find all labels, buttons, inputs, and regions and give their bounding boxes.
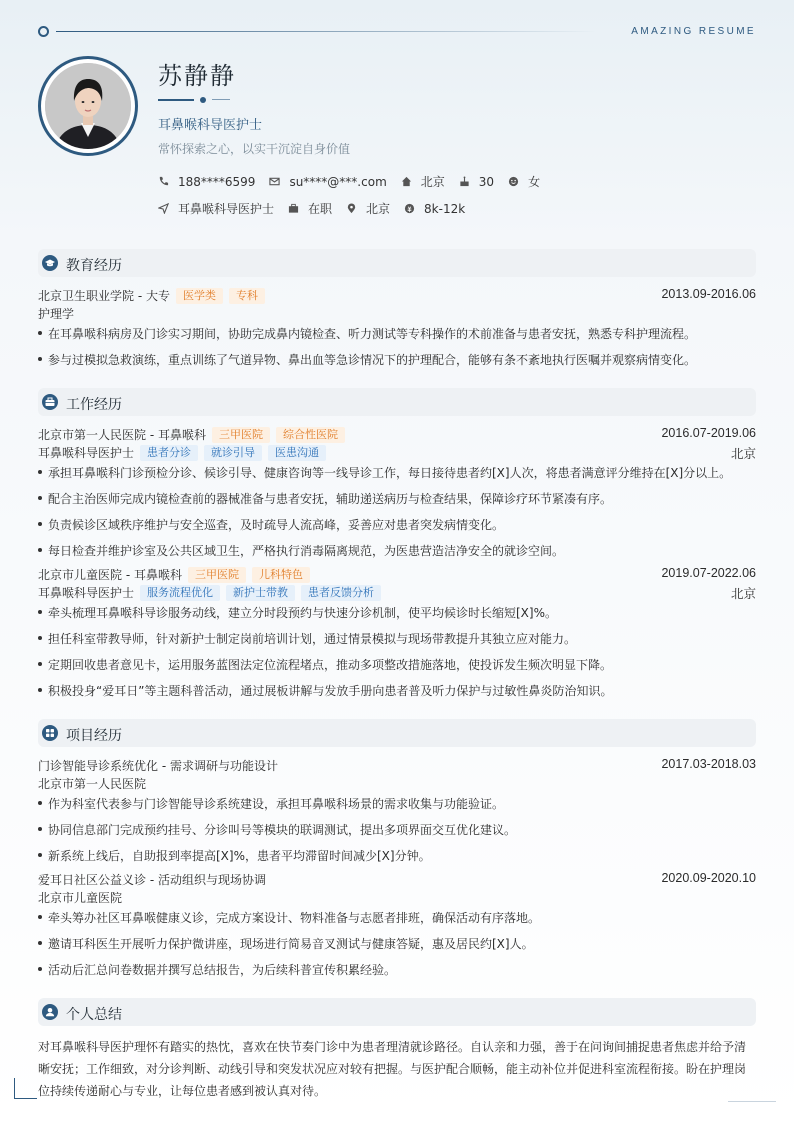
section-title: 工作经历 xyxy=(66,397,122,413)
target-role-value: 耳鼻喉科导医护士 xyxy=(178,202,275,216)
education-tag: 专科 xyxy=(229,288,265,304)
salary-item xyxy=(404,202,465,216)
avatar-photo xyxy=(45,63,131,149)
project-org-row xyxy=(38,888,756,906)
top-rule xyxy=(38,26,756,38)
project-org: 北京市第一人民医院 xyxy=(38,777,147,791)
work-date: 2019.07-2022.06 xyxy=(661,566,756,580)
work-date: 2016.07-2019.06 xyxy=(661,426,756,440)
org-tag: 综合性医院 xyxy=(276,427,345,443)
work-city: 北京 xyxy=(730,587,756,601)
work-header xyxy=(38,425,756,443)
salary-value: 8k-12k xyxy=(424,201,466,216)
gender-item xyxy=(508,173,540,190)
project-org: 北京市儿童医院 xyxy=(38,891,123,905)
city-item xyxy=(401,173,445,190)
project-org-row xyxy=(38,774,756,792)
graduation-cap-icon xyxy=(42,255,58,271)
home-icon xyxy=(401,176,412,187)
email-item xyxy=(269,175,386,189)
candidate-name: 苏静静 xyxy=(158,62,236,90)
phone-item xyxy=(158,175,255,189)
work-title-row xyxy=(38,443,756,461)
age-value: 30 xyxy=(478,174,495,189)
work-title: 耳鼻喉科导医护士 xyxy=(38,446,135,460)
work-title-row xyxy=(38,583,756,601)
section-title: 个人总结 xyxy=(66,1007,122,1023)
skill-tag: 患者分诊 xyxy=(140,445,198,461)
skill-tag: 就诊引导 xyxy=(204,445,262,461)
cake-icon xyxy=(459,176,470,187)
name-decoration xyxy=(158,96,248,104)
section-projects xyxy=(38,719,756,747)
project-name: 爱耳日社区公益义诊 - 活动组织与现场协调 xyxy=(38,873,266,887)
skill-tag: 服务流程优化 xyxy=(140,585,220,601)
status-value: 在职 xyxy=(308,202,333,216)
user-icon xyxy=(42,1004,58,1020)
section-work xyxy=(38,388,756,416)
brand-text: AMAZING RESUME xyxy=(631,26,756,37)
project-date: 2017.03-2018.03 xyxy=(661,757,756,771)
phone-value: 188****6599 xyxy=(178,174,256,189)
school-name: 北京卫生职业学院 - 大专 xyxy=(38,289,170,303)
skill-tag: 医患沟通 xyxy=(268,445,326,461)
briefcase-icon xyxy=(288,203,299,214)
phone-icon xyxy=(158,176,169,187)
corner-decoration xyxy=(728,1101,776,1102)
person-icon xyxy=(45,63,131,149)
section-education xyxy=(38,249,756,277)
status-item xyxy=(288,200,332,217)
target-role-item xyxy=(158,200,274,217)
avatar xyxy=(38,56,138,156)
target-city-value: 北京 xyxy=(366,202,391,216)
email-value: su****@***.com xyxy=(289,174,387,189)
work-city: 北京 xyxy=(730,447,756,461)
divider xyxy=(56,31,596,32)
skill-tag: 新护士带教 xyxy=(226,585,295,601)
education-tag: 医学类 xyxy=(176,288,223,304)
education-date: 2013.09-2016.06 xyxy=(661,287,756,301)
education-header xyxy=(38,286,756,304)
section-title: 教育经历 xyxy=(66,258,122,274)
briefcase-icon xyxy=(42,394,58,410)
org-tag: 儿科特色 xyxy=(252,567,310,583)
section-summary xyxy=(38,998,756,1026)
intent-row xyxy=(158,200,479,217)
skill-tag: 患者反馈分析 xyxy=(301,585,381,601)
org-tag: 三甲医院 xyxy=(212,427,270,443)
work-org: 北京市第一人民医院 - 耳鼻喉科 xyxy=(38,428,206,442)
work-org: 北京市儿童医院 - 耳鼻喉科 xyxy=(38,568,182,582)
work-header xyxy=(38,565,756,583)
send-icon xyxy=(158,203,169,214)
org-tag: 三甲医院 xyxy=(188,567,246,583)
contact-row xyxy=(158,173,554,190)
education-major: 护理学 xyxy=(38,307,75,321)
candidate-motto: 常怀探索之心，以实干沉淀自身价值 xyxy=(158,142,351,156)
gender-value: 女 xyxy=(528,175,541,189)
smile-icon xyxy=(508,176,519,187)
grid-icon xyxy=(42,725,58,741)
project-header xyxy=(38,756,756,774)
summary-text: 对耳鼻喉科导医护理怀有踏实的热忱，喜欢在快节奏门诊中为患者理清就诊路径。自认亲和力强，善于在问询间捕捉患者焦虑并给予清晰安抚；工作细致，对分诊判断、动线引导和突发状况应对较有把握。与医护配合顺畅，能主动补位并促进科室流程衔接。盼在护理岗位持续传递耐心与专业，让每位患者感到被认真对待。 xyxy=(38,1040,747,1098)
work-title: 耳鼻喉科导医护士 xyxy=(38,586,135,600)
city-value: 北京 xyxy=(420,175,445,189)
section-title: 项目经历 xyxy=(66,728,122,744)
money-icon xyxy=(404,203,415,214)
education-major-row xyxy=(38,304,756,322)
age-item xyxy=(459,175,494,189)
project-date: 2020.09-2020.10 xyxy=(661,871,756,885)
candidate-role: 耳鼻喉科导医护士 xyxy=(158,118,263,133)
location-icon xyxy=(346,203,357,214)
project-header xyxy=(38,870,756,888)
mail-icon xyxy=(269,176,280,187)
corner-decoration xyxy=(14,1078,37,1099)
ring-icon xyxy=(38,26,49,37)
target-city-item xyxy=(346,200,390,217)
project-name: 门诊智能导诊系统优化 - 需求调研与功能设计 xyxy=(38,759,278,773)
